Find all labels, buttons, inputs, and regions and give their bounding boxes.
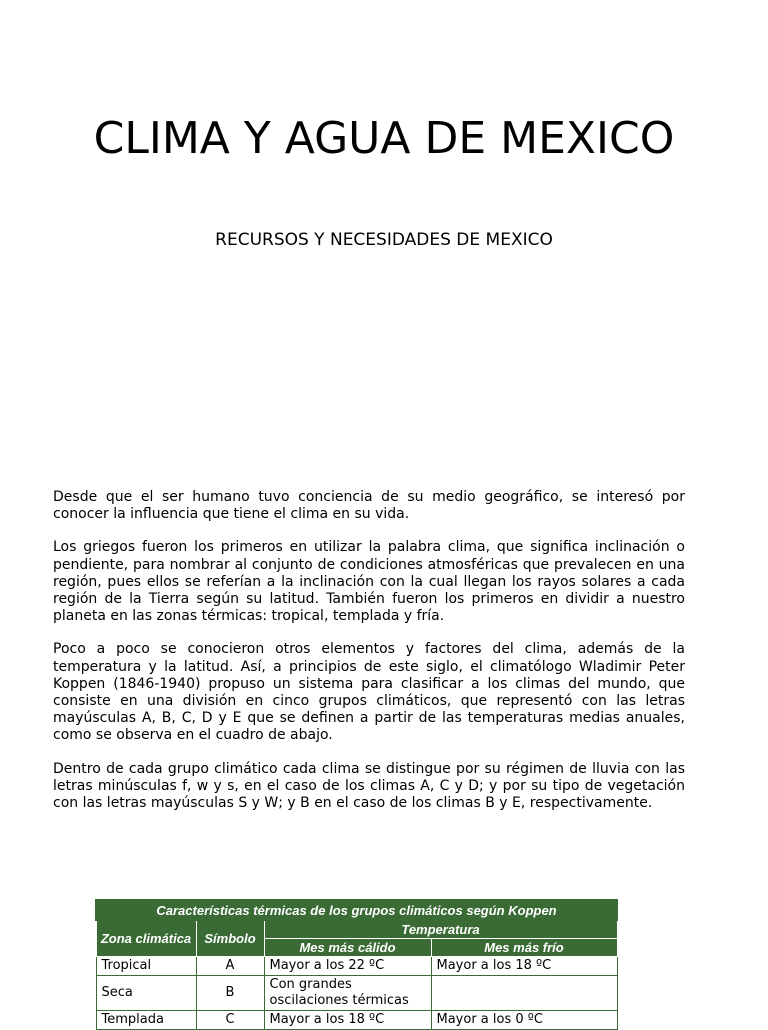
cell-mes-calido: Mayor a los 22 ºC [264, 957, 431, 976]
koppen-climate-table [95, 899, 618, 1030]
paragraph: Poco a poco se conocieron otros elementos y factores del clima, además de la temperatura y la latitud. Así, a principios de este siglo, el climatólogo Wladimir Peter Koppen (1846-1940) propuso un sistema para clasificar a los climas del mundo, que consiste en una división en cinco grupos climáticos, que representó con las letras mayúsculas A, B, C, D y E que se definen a partir de las temperaturas medias anuales, como se observa en el cuadro de abajo. [53, 641, 685, 744]
page-subtitle: RECURSOS Y NECESIDADES DE MEXICO [215, 230, 553, 250]
body-text [53, 489, 685, 828]
header-simbolo: Símbolo [196, 920, 264, 957]
header-temperatura: Temperatura [264, 920, 617, 939]
page-title: CLIMA Y AGUA DE MEXICO [93, 113, 675, 164]
table-row [96, 1011, 617, 1030]
header-mes-calido: Mes más cálido [264, 939, 431, 957]
header-mes-frio: Mes más frío [431, 939, 617, 957]
cell-simbolo: B [196, 976, 264, 1011]
cell-simbolo: A [196, 957, 264, 976]
paragraph: Desde que el ser humano tuvo conciencia de su medio geográfico, se interesó por conocer la influencia que tiene el clima en su vida. [53, 489, 685, 523]
cell-mes-calido: Mayor a los 18 ºC [264, 1011, 431, 1030]
cell-mes-frio: Mayor a los 18 ºC [431, 957, 617, 976]
cell-mes-frio [431, 976, 617, 1011]
cell-zona: Tropical [96, 957, 196, 976]
table-header-row [96, 920, 617, 939]
cell-mes-frio: Mayor a los 0 ºC [431, 1011, 617, 1030]
cell-zona: Templada [96, 1011, 196, 1030]
paragraph: Dentro de cada grupo climático cada clima se distingue por su régimen de lluvia con las letras minúsculas f, w y s, en el caso de los climas A, C y D; y por su tipo de vegetación con las letras mayúsculas S y W; y B en el caso de los climas B y E, respectivamente. [53, 760, 685, 812]
table-caption: Características térmicas de los grupos climáticos según Koppen [96, 900, 617, 920]
cell-zona: Seca [96, 976, 196, 1011]
table-row [96, 976, 617, 1011]
cell-mes-calido: Con grandes oscilaciones térmicas [264, 976, 431, 1011]
cell-simbolo: C [196, 1011, 264, 1030]
table-caption-row [96, 900, 617, 920]
header-zona: Zona climática [96, 920, 196, 957]
table-row [96, 957, 617, 976]
paragraph: Los griegos fueron los primeros en utilizar la palabra clima, que significa inclinación o pendiente, para nombrar al conjunto de condiciones atmosféricas que prevalecen en una región, pues ellos se referían a la inclinación con la cual llegan los rayos solares a cada región de la Tierra según su latitud. También fueron los primeros en dividir a nuestro planeta en las zonas térmicas: tropical, templada y fría. [53, 539, 685, 625]
